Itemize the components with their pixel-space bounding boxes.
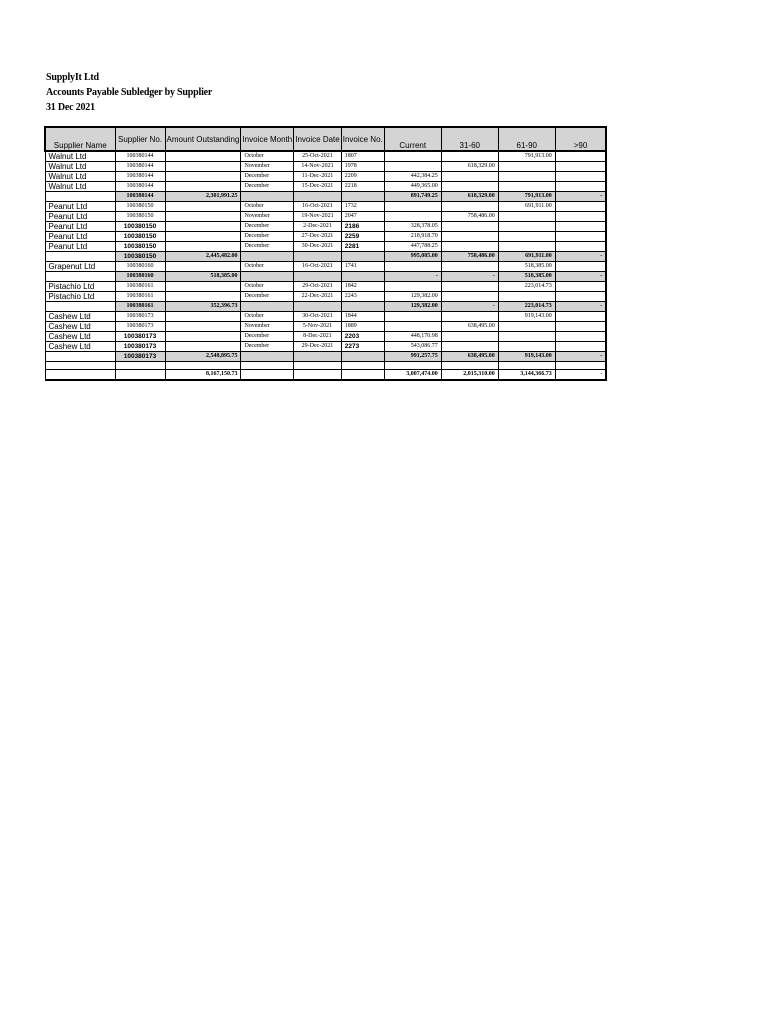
cell-61-90	[498, 162, 555, 172]
cell-over-90	[555, 342, 606, 352]
cell-over-90	[555, 312, 606, 322]
cell-supplier-no	[115, 362, 165, 370]
cell-supplier-no: 100380173	[115, 342, 165, 352]
cell-31-60	[441, 362, 498, 370]
cell-invoice-date: 15-Dec-2021	[294, 182, 341, 192]
cell-supplier-name	[45, 352, 115, 362]
col-header-current: Current	[384, 127, 441, 151]
cell-supplier-no: 100380173	[115, 332, 165, 342]
cell-supplier-no: 100380173	[115, 352, 165, 362]
cell-supplier-no: 100380144	[115, 172, 165, 182]
col-header-31-60: 31-60	[441, 127, 498, 151]
cell-invoice-date: 29-Oct-2021	[294, 282, 341, 292]
table-row	[45, 282, 606, 292]
cell-61-90	[498, 332, 555, 342]
table-row	[45, 242, 606, 252]
cell-61-90: 518,385.00	[498, 272, 555, 282]
cell-invoice-month: October	[241, 312, 294, 322]
cell-31-60	[441, 332, 498, 342]
cell-61-90	[498, 222, 555, 232]
cell-31-60	[441, 242, 498, 252]
cell-invoice-date: 11-Dec-2021	[294, 172, 341, 182]
cell-invoice-date	[294, 362, 341, 370]
report-header	[46, 70, 212, 115]
cell-61-90	[498, 342, 555, 352]
table-row	[45, 202, 606, 212]
cell-amount-outstanding	[165, 262, 241, 272]
cell-supplier-no	[115, 370, 165, 381]
cell-over-90	[555, 322, 606, 332]
cell-supplier-name	[45, 362, 115, 370]
cell-over-90: -	[555, 272, 606, 282]
cell-invoice-month: December	[241, 182, 294, 192]
cell-invoice-month	[241, 352, 294, 362]
cell-supplier-name: Walnut Ltd	[45, 162, 115, 172]
cell-invoice-no	[341, 370, 384, 381]
cell-amount-outstanding	[165, 151, 241, 162]
cell-over-90	[555, 362, 606, 370]
cell-invoice-month: December	[241, 292, 294, 302]
cell-invoice-month	[241, 252, 294, 262]
cell-invoice-no	[341, 362, 384, 370]
subtotal-row	[45, 252, 606, 262]
cell-supplier-name: Cashew Ltd	[45, 332, 115, 342]
cell-current: 328,378.05	[384, 222, 441, 232]
cell-invoice-no: 1741	[341, 262, 384, 272]
cell-61-90	[498, 322, 555, 332]
cell-invoice-month: October	[241, 151, 294, 162]
cell-over-90: -	[555, 370, 606, 381]
cell-supplier-name: Peanut Ltd	[45, 232, 115, 242]
cell-invoice-date: 25-Oct-2021	[294, 151, 341, 162]
cell-over-90	[555, 262, 606, 272]
col-header-invoice-date: Invoice Date	[294, 127, 341, 151]
cell-supplier-name: Grapenut Ltd	[45, 262, 115, 272]
cell-invoice-month: November	[241, 212, 294, 222]
cell-amount-outstanding: 352,396.73	[165, 302, 241, 312]
cell-supplier-no: 100380161	[115, 282, 165, 292]
cell-over-90	[555, 292, 606, 302]
cell-over-90	[555, 202, 606, 212]
cell-current	[384, 282, 441, 292]
cell-invoice-month: December	[241, 342, 294, 352]
cell-invoice-date: 22-Dec-2021	[294, 292, 341, 302]
report-date: 31 Dec 2021	[46, 102, 95, 113]
cell-invoice-month	[241, 362, 294, 370]
cell-invoice-no: 2186	[341, 222, 384, 232]
cell-invoice-month	[241, 192, 294, 202]
cell-invoice-month: October	[241, 282, 294, 292]
grand-total-row	[45, 370, 606, 381]
cell-amount-outstanding: 518,385.00	[165, 272, 241, 282]
cell-amount-outstanding	[165, 212, 241, 222]
cell-current	[384, 262, 441, 272]
col-header-invoice-month: Invoice Month	[241, 127, 294, 151]
table-row	[45, 332, 606, 342]
cell-invoice-no: 1889	[341, 322, 384, 332]
cell-current	[384, 212, 441, 222]
cell-invoice-date: 30-Oct-2021	[294, 312, 341, 322]
cell-invoice-no: 2047	[341, 212, 384, 222]
cell-over-90	[555, 182, 606, 192]
col-header-supplier-name: Supplier Name	[45, 127, 115, 151]
cell-amount-outstanding	[165, 172, 241, 182]
cell-31-60: -	[441, 302, 498, 312]
cell-current: 442,384.25	[384, 172, 441, 182]
cell-61-90: 518,385.00	[498, 262, 555, 272]
cell-supplier-name	[45, 370, 115, 381]
cell-31-60: 758,486.00	[441, 212, 498, 222]
cell-invoice-no: 1844	[341, 312, 384, 322]
cell-supplier-name: Pistachio Ltd	[45, 282, 115, 292]
cell-61-90: 691,911.00	[498, 202, 555, 212]
cell-supplier-name: Walnut Ltd	[45, 172, 115, 182]
cell-61-90: 3,144,366.73	[498, 370, 555, 381]
cell-over-90	[555, 242, 606, 252]
cell-61-90: 791,913.00	[498, 151, 555, 162]
cell-31-60	[441, 342, 498, 352]
cell-supplier-name	[45, 192, 115, 202]
subtotal-row	[45, 352, 606, 362]
cell-31-60	[441, 172, 498, 182]
cell-amount-outstanding	[165, 162, 241, 172]
cell-invoice-no: 1842	[341, 282, 384, 292]
cell-supplier-no: 100380144	[115, 182, 165, 192]
cell-invoice-date	[294, 192, 341, 202]
ap-subledger-table	[44, 126, 607, 381]
table-row	[45, 222, 606, 232]
cell-invoice-date: 29-Dec-2021	[294, 342, 341, 352]
cell-invoice-month: November	[241, 162, 294, 172]
cell-supplier-name: Walnut Ltd	[45, 182, 115, 192]
cell-supplier-no: 100380144	[115, 162, 165, 172]
cell-supplier-no: 100380160	[115, 262, 165, 272]
cell-31-60	[441, 262, 498, 272]
cell-supplier-no: 100380161	[115, 292, 165, 302]
cell-current	[384, 162, 441, 172]
table-row	[45, 292, 606, 302]
cell-invoice-month	[241, 302, 294, 312]
table-row	[45, 182, 606, 192]
cell-invoice-date	[294, 370, 341, 381]
report-title: Accounts Payable Subledger by Supplier	[46, 87, 213, 98]
col-header-invoice-no: Invoice No.	[341, 127, 384, 151]
cell-supplier-name: Walnut Ltd	[45, 151, 115, 162]
cell-invoice-month: November	[241, 322, 294, 332]
cell-current: 449,365.00	[384, 182, 441, 192]
cell-supplier-name: Peanut Ltd	[45, 222, 115, 232]
cell-current: 543,086.77	[384, 342, 441, 352]
cell-31-60: 618,329.00	[441, 192, 498, 202]
cell-invoice-date	[294, 272, 341, 282]
cell-supplier-no: 100380144	[115, 192, 165, 202]
table-body	[45, 151, 606, 380]
cell-current: -	[384, 272, 441, 282]
cell-supplier-no: 100380173	[115, 322, 165, 332]
spacer-row	[45, 362, 606, 370]
col-header-supplier-no: Supplier No.	[115, 127, 165, 151]
cell-over-90	[555, 332, 606, 342]
cell-invoice-no	[341, 302, 384, 312]
cell-supplier-name	[45, 272, 115, 282]
cell-invoice-date: 14-Nov-2021	[294, 162, 341, 172]
cell-31-60: 638,495.00	[441, 352, 498, 362]
cell-amount-outstanding	[165, 362, 241, 370]
cell-over-90	[555, 232, 606, 242]
cell-31-60: 2,015,310.00	[441, 370, 498, 381]
cell-invoice-date: 27-Dec-2021	[294, 232, 341, 242]
cell-invoice-date: 16-Oct-2021	[294, 202, 341, 212]
cell-amount-outstanding	[165, 232, 241, 242]
cell-current: 129,382.00	[384, 292, 441, 302]
cell-over-90	[555, 282, 606, 292]
cell-61-90: 223,014.73	[498, 282, 555, 292]
cell-supplier-no: 100380161	[115, 302, 165, 312]
cell-over-90	[555, 212, 606, 222]
cell-current	[384, 322, 441, 332]
cell-invoice-date: 8-Dec-2021	[294, 332, 341, 342]
cell-31-60	[441, 151, 498, 162]
cell-31-60	[441, 292, 498, 302]
cell-supplier-no: 100380150	[115, 242, 165, 252]
table-row	[45, 342, 606, 352]
cell-supplier-no: 100380160	[115, 272, 165, 282]
cell-amount-outstanding	[165, 312, 241, 322]
cell-invoice-month: October	[241, 262, 294, 272]
cell-supplier-no: 100380173	[115, 312, 165, 322]
table-row	[45, 232, 606, 242]
cell-61-90	[498, 212, 555, 222]
cell-61-90: 919,143.00	[498, 352, 555, 362]
cell-31-60	[441, 232, 498, 242]
cell-invoice-no	[341, 252, 384, 262]
cell-invoice-month: December	[241, 172, 294, 182]
cell-over-90	[555, 172, 606, 182]
cell-over-90: -	[555, 352, 606, 362]
cell-supplier-no: 100380144	[115, 151, 165, 162]
cell-invoice-no: 1732	[341, 202, 384, 212]
cell-31-60	[441, 312, 498, 322]
cell-invoice-no: 2218	[341, 182, 384, 192]
subtotal-row	[45, 302, 606, 312]
cell-31-60	[441, 282, 498, 292]
col-header-amount-outstanding: Amount Outstanding	[165, 127, 241, 151]
cell-amount-outstanding: 8,167,150.73	[165, 370, 241, 381]
subtotal-row	[45, 192, 606, 202]
cell-invoice-no: 2209	[341, 172, 384, 182]
cell-over-90: -	[555, 302, 606, 312]
cell-supplier-name: Cashew Ltd	[45, 322, 115, 332]
cell-invoice-month: October	[241, 202, 294, 212]
cell-invoice-date	[294, 352, 341, 362]
cell-61-90	[498, 232, 555, 242]
cell-61-90: 791,913.00	[498, 192, 555, 202]
cell-current	[384, 151, 441, 162]
cell-amount-outstanding	[165, 292, 241, 302]
cell-supplier-name: Peanut Ltd	[45, 212, 115, 222]
cell-amount-outstanding: 2,445,482.00	[165, 252, 241, 262]
cell-invoice-month	[241, 370, 294, 381]
cell-61-90	[498, 242, 555, 252]
cell-61-90	[498, 292, 555, 302]
subtotal-row	[45, 272, 606, 282]
cell-supplier-no: 100380150	[115, 212, 165, 222]
cell-invoice-date: 2-Dec-2021	[294, 222, 341, 232]
cell-31-60: -	[441, 272, 498, 282]
cell-over-90	[555, 151, 606, 162]
cell-current: 129,382.00	[384, 302, 441, 312]
cell-amount-outstanding	[165, 282, 241, 292]
cell-amount-outstanding	[165, 222, 241, 232]
cell-supplier-no: 100380150	[115, 252, 165, 262]
cell-invoice-no: 2203	[341, 332, 384, 342]
cell-31-60: 638,495.00	[441, 322, 498, 332]
cell-current	[384, 362, 441, 370]
cell-31-60	[441, 202, 498, 212]
company-name: SupplyIt Ltd	[46, 72, 99, 83]
cell-amount-outstanding	[165, 332, 241, 342]
cell-amount-outstanding	[165, 342, 241, 352]
cell-invoice-no: 2243	[341, 292, 384, 302]
table-row	[45, 151, 606, 162]
cell-61-90: 919,143.00	[498, 312, 555, 322]
table-row	[45, 162, 606, 172]
cell-invoice-date	[294, 252, 341, 262]
cell-invoice-month: December	[241, 242, 294, 252]
table-header-row	[45, 127, 606, 151]
col-header-61-90: 61-90	[498, 127, 555, 151]
cell-current: 891,749.25	[384, 192, 441, 202]
cell-over-90	[555, 222, 606, 232]
cell-31-60	[441, 222, 498, 232]
cell-current: 448,170.98	[384, 332, 441, 342]
cell-supplier-name: Pistachio Ltd	[45, 292, 115, 302]
cell-supplier-name: Peanut Ltd	[45, 242, 115, 252]
cell-current: 447,788.25	[384, 242, 441, 252]
cell-invoice-date	[294, 302, 341, 312]
cell-61-90	[498, 362, 555, 370]
cell-current	[384, 312, 441, 322]
cell-over-90: -	[555, 192, 606, 202]
cell-61-90	[498, 172, 555, 182]
cell-supplier-no: 100380150	[115, 202, 165, 212]
cell-invoice-no: 1807	[341, 151, 384, 162]
cell-invoice-no	[341, 352, 384, 362]
cell-31-60: 618,329.00	[441, 162, 498, 172]
cell-supplier-no: 100380150	[115, 232, 165, 242]
cell-invoice-month: December	[241, 222, 294, 232]
cell-invoice-date: 30-Dec-2021	[294, 242, 341, 252]
cell-supplier-no: 100380150	[115, 222, 165, 232]
cell-amount-outstanding	[165, 182, 241, 192]
cell-amount-outstanding	[165, 242, 241, 252]
cell-supplier-name: Cashew Ltd	[45, 312, 115, 322]
cell-invoice-date: 16-Oct-2021	[294, 262, 341, 272]
cell-invoice-no: 2259	[341, 232, 384, 242]
cell-current: 218,918.70	[384, 232, 441, 242]
cell-amount-outstanding: 2,301,991.25	[165, 192, 241, 202]
cell-61-90: 223,014.73	[498, 302, 555, 312]
cell-invoice-date: 19-Nov-2021	[294, 212, 341, 222]
cell-current: 991,257.75	[384, 352, 441, 362]
cell-31-60	[441, 182, 498, 192]
table-row	[45, 312, 606, 322]
cell-61-90	[498, 182, 555, 192]
cell-31-60: 758,486.00	[441, 252, 498, 262]
cell-invoice-date: 5-Nov-2021	[294, 322, 341, 332]
cell-over-90: -	[555, 252, 606, 262]
table-row	[45, 212, 606, 222]
cell-61-90: 691,911.00	[498, 252, 555, 262]
cell-amount-outstanding: 2,548,895.75	[165, 352, 241, 362]
cell-supplier-name: Cashew Ltd	[45, 342, 115, 352]
cell-current: 995,085.00	[384, 252, 441, 262]
cell-invoice-no: 2281	[341, 242, 384, 252]
cell-supplier-name	[45, 302, 115, 312]
cell-invoice-month	[241, 272, 294, 282]
cell-supplier-name: Peanut Ltd	[45, 202, 115, 212]
cell-invoice-month: December	[241, 332, 294, 342]
cell-invoice-no: 1978	[341, 162, 384, 172]
cell-invoice-month: December	[241, 232, 294, 242]
cell-supplier-name	[45, 252, 115, 262]
table-row	[45, 172, 606, 182]
cell-invoice-no: 2273	[341, 342, 384, 352]
cell-invoice-no	[341, 272, 384, 282]
cell-over-90	[555, 162, 606, 172]
cell-invoice-no	[341, 192, 384, 202]
cell-amount-outstanding	[165, 322, 241, 332]
table-row	[45, 262, 606, 272]
table-row	[45, 322, 606, 332]
cell-amount-outstanding	[165, 202, 241, 212]
cell-current	[384, 202, 441, 212]
cell-current: 3,007,474.00	[384, 370, 441, 381]
col-header-over-90: >90	[555, 127, 606, 151]
